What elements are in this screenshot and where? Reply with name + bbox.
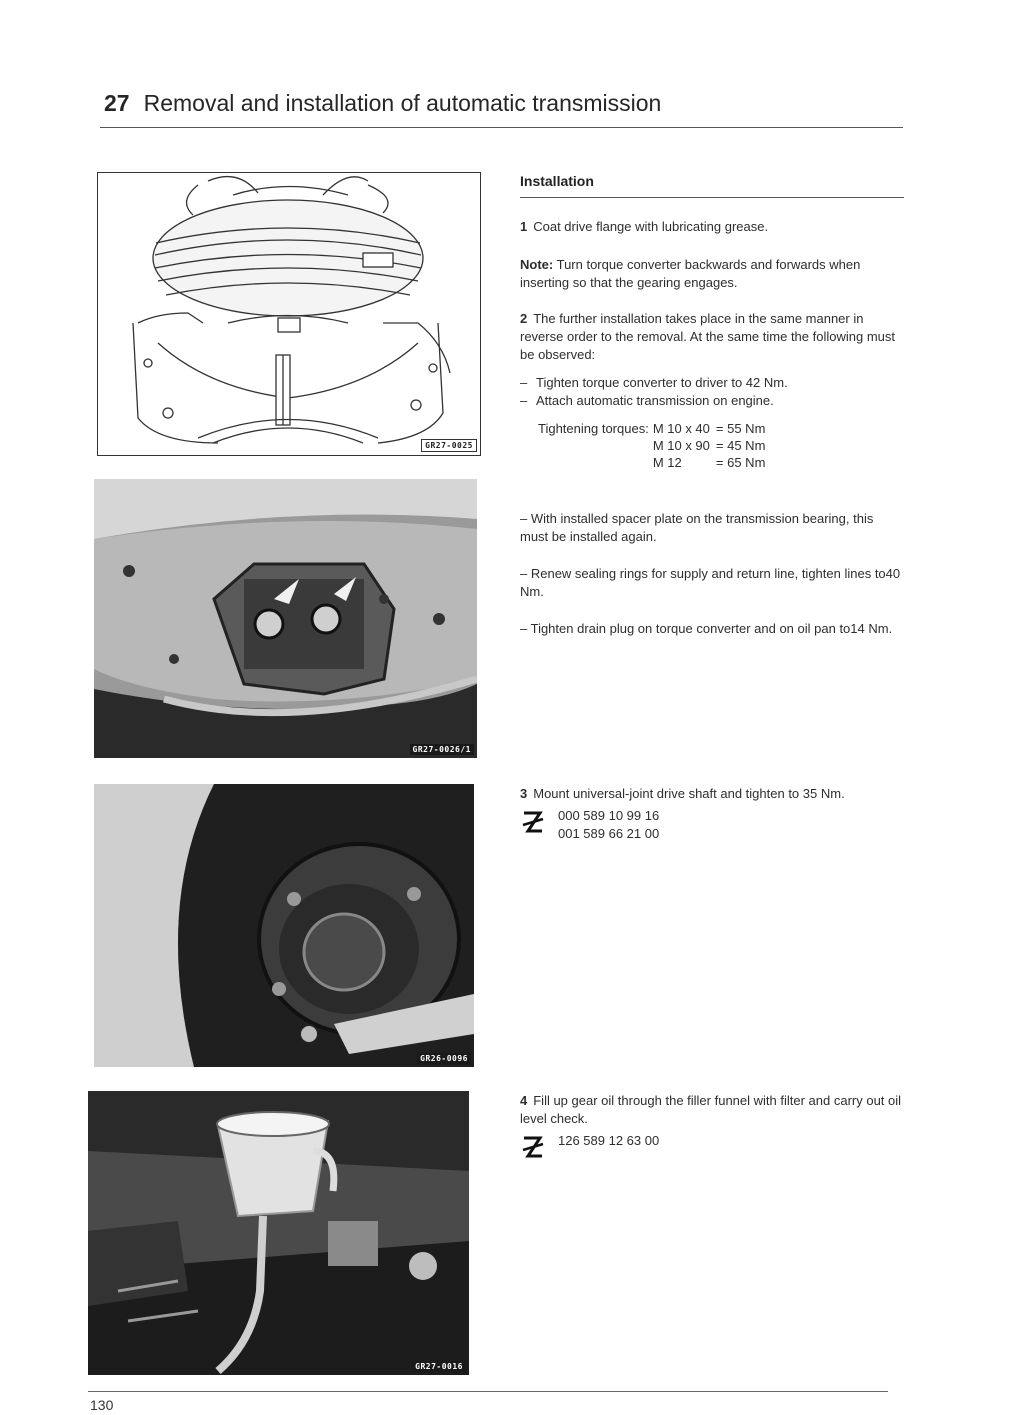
tool-number: 000 589 10 99 16 — [558, 808, 660, 823]
special-tools — [520, 1132, 904, 1162]
step-4 — [520, 1092, 904, 1162]
figure-code: GR27-0025 — [421, 439, 477, 452]
figure-drive-shaft-photo — [94, 784, 474, 1067]
step-text: Fill up gear oil through the filler funnel with filter and carry out oil level check. — [520, 1093, 902, 1126]
figure-code: GR26-0096 — [417, 1053, 471, 1064]
special-tools — [520, 807, 904, 843]
extra-bullet-2: – Renew sealing rings for supply and return line, tighten lines to40 Nm. — [520, 566, 901, 599]
oil-lines-photo — [94, 479, 477, 758]
note-label: Note: — [520, 257, 554, 272]
step-1 — [520, 218, 904, 236]
step-text: Mount universal-joint drive shaft and tighten to 35 Nm. — [533, 786, 845, 801]
page-header — [104, 90, 661, 117]
tool-number: 001 589 66 21 00 — [558, 826, 660, 841]
table-row: M 12 = 65 Nm — [652, 455, 766, 470]
list-item: – Tighten torque converter to driver to 42 Nm. — [520, 375, 788, 390]
tool-number: 126 589 12 63 00 — [558, 1133, 660, 1148]
step-number: 1 — [520, 219, 528, 234]
table-row: M 10 x 90 = 45 Nm — [652, 438, 766, 453]
step-text: Coat drive flange with lubricating grease. — [533, 219, 769, 234]
figure-code: GR27-0026/1 — [410, 744, 474, 755]
extra-bullet-1: – With installed spacer plate on the transmission bearing, this must be installed again. — [520, 511, 874, 544]
header-rule — [100, 127, 903, 128]
step-2 — [520, 310, 904, 364]
figure-oil-lines-photo — [94, 479, 477, 758]
chapter-title: Removal and installation of automatic transmission — [143, 90, 662, 116]
chapter-number: 27 — [104, 90, 130, 116]
step-number: 2 — [520, 311, 528, 326]
drive-shaft-photo — [94, 784, 474, 1067]
torque-table — [538, 420, 765, 471]
installation-section — [520, 172, 904, 198]
figure-code: GR27-0016 — [412, 1361, 466, 1372]
bullet-list — [520, 374, 904, 410]
torque-label: Tightening torques: — [538, 421, 649, 436]
step-3 — [520, 785, 904, 843]
footer-rule — [88, 1391, 888, 1392]
special-tool-icon — [520, 807, 546, 837]
step-number: 4 — [520, 1093, 528, 1108]
section-rule — [520, 197, 904, 198]
step-text: The further installation takes place in the same manner in reverse order to the removal. At the same time the following must be observed: — [520, 311, 896, 362]
torque-converter-drawing — [98, 173, 480, 455]
table-row: Tightening torques: M 10 x 40 = 55 Nm — [538, 421, 766, 436]
note-text: Turn torque converter backwards and forwards when inserting so that the gearing engages. — [520, 257, 861, 290]
figure-filler-funnel-photo — [88, 1091, 469, 1375]
special-tool-icon — [520, 1132, 546, 1162]
tightening-torques — [538, 420, 838, 471]
note — [520, 256, 904, 292]
figure-torque-converter-drawing — [97, 172, 481, 456]
section-heading: Installation — [520, 173, 594, 189]
extra-bullet-3: – Tighten drain plug on torque converter and on oil pan to14 Nm. — [520, 621, 893, 636]
page-number: 130 — [90, 1397, 114, 1413]
step-number: 3 — [520, 786, 528, 801]
list-item: – Attach automatic transmission on engine. — [520, 393, 774, 408]
filler-funnel-photo — [88, 1091, 469, 1375]
